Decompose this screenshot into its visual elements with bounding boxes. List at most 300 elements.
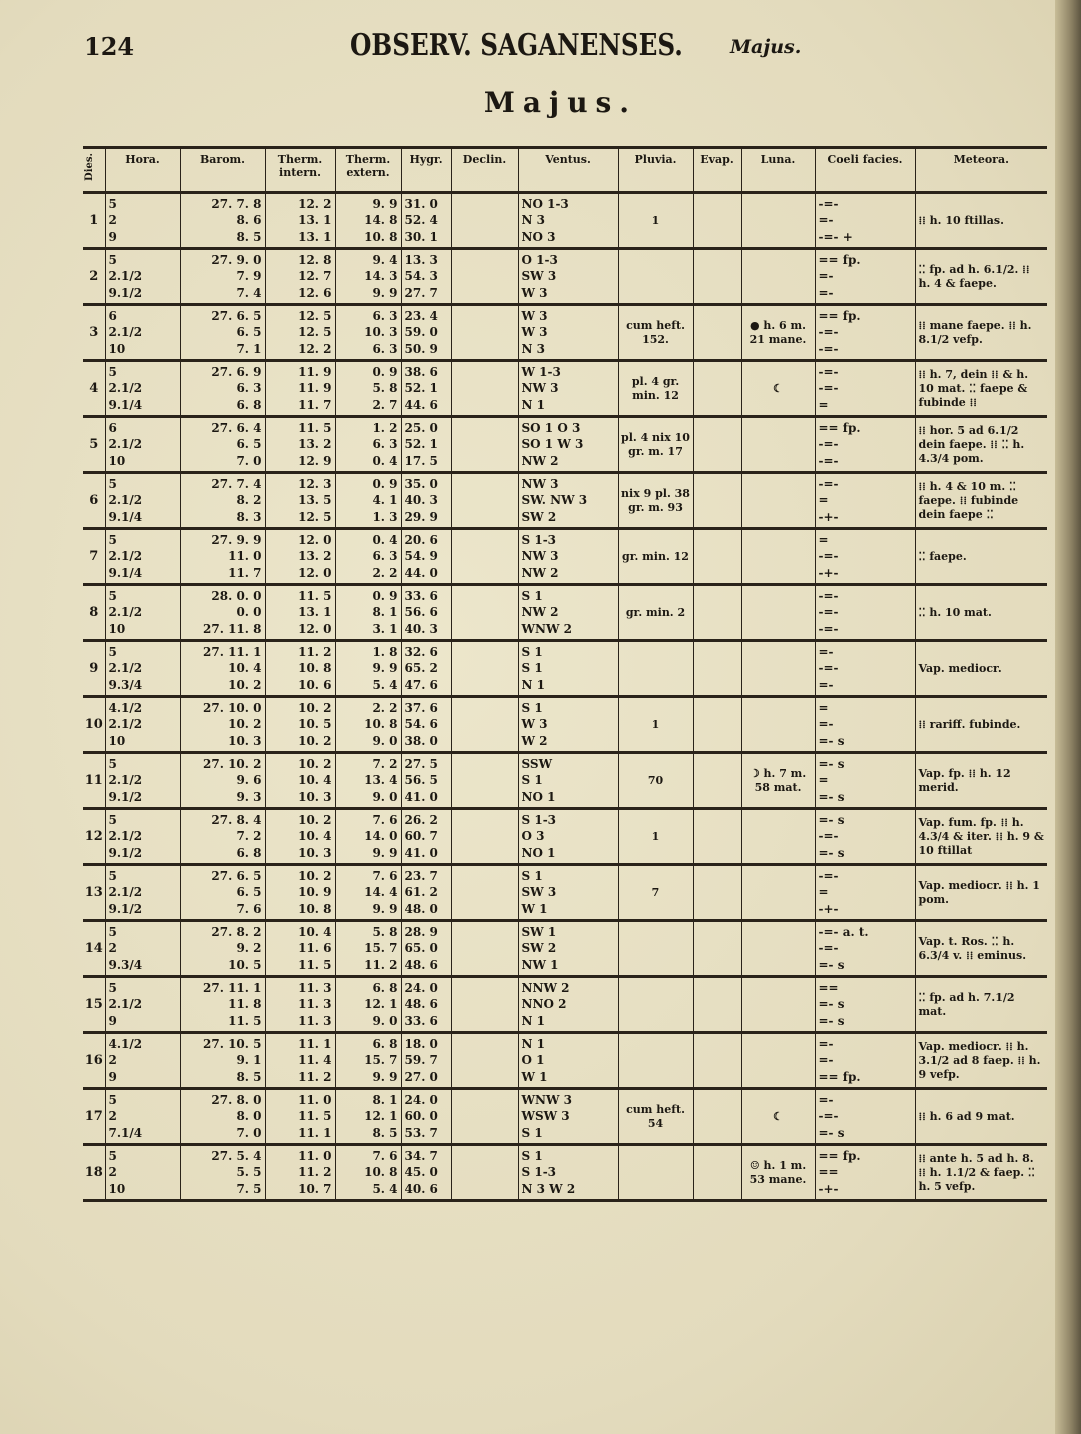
pluvia-value: nix 9 pl. 38 gr. m. 93 — [621, 486, 690, 514]
hora-lines — [106, 250, 180, 303]
ventus-cell — [518, 977, 618, 1033]
meteora-cell — [915, 1033, 1047, 1089]
luna-value — [742, 922, 815, 975]
meteora-cell — [915, 809, 1047, 865]
ventus: O 3 — [521, 829, 545, 844]
coeli-facies-cell — [815, 585, 915, 641]
hygr-lines — [402, 418, 451, 471]
table-row — [83, 753, 1047, 809]
coeli-facies: = — [818, 701, 829, 716]
therm-intern: 10. 2 — [298, 869, 332, 884]
pluvia-cell — [618, 641, 693, 697]
therm-extern-lines — [336, 1090, 401, 1143]
ventus: S 1 — [521, 773, 543, 788]
therm-extern-cell — [335, 921, 401, 977]
hygr-cell — [401, 585, 451, 641]
barom: 27. 10. 5 — [203, 1037, 262, 1052]
barom: 8. 6 — [236, 213, 262, 228]
declin-cell — [451, 753, 518, 809]
pluvia-value: cum heft. 54 — [626, 1102, 685, 1130]
coeli-facies-cell — [815, 529, 915, 585]
luna-value: ☾ — [773, 381, 783, 395]
coeli-facies: =- — [818, 269, 834, 284]
therm-extern: 1. 2 — [372, 421, 398, 436]
day-cell — [83, 361, 105, 417]
therm-intern: 10. 6 — [298, 677, 332, 692]
pluvia-value: 1 — [651, 829, 660, 843]
therm-extern: 11. 2 — [364, 957, 398, 972]
luna-value: ☾ — [773, 1109, 783, 1123]
meteora-cell — [915, 249, 1047, 305]
therm-intern: 12. 7 — [298, 269, 332, 284]
therm-intern: 11. 1 — [298, 1037, 332, 1052]
pluvia-cell — [618, 753, 693, 809]
hygr: 60. 7 — [404, 829, 438, 844]
barom-cell — [180, 473, 265, 529]
therm-extern: 14. 8 — [364, 213, 398, 228]
coeli-facies: = — [818, 885, 829, 900]
ventus: NO 1 — [521, 789, 556, 804]
ventus-lines — [519, 250, 618, 303]
therm-intern-lines — [266, 586, 335, 639]
barom-lines — [181, 978, 265, 1031]
hora: 2.1/2 — [108, 269, 143, 284]
therm-intern-cell — [265, 249, 335, 305]
hora-cell — [105, 977, 180, 1033]
coeli-facies: -=- — [818, 589, 839, 604]
evap-cell — [693, 641, 741, 697]
therm-intern-cell — [265, 361, 335, 417]
therm-intern-lines — [266, 418, 335, 471]
day-number: 16 — [84, 1053, 103, 1068]
hygr: 52. 1 — [404, 381, 438, 396]
evap-cell — [693, 1089, 741, 1145]
ventus-lines — [519, 810, 618, 863]
pluvia-cell — [618, 249, 693, 305]
luna-cell — [741, 977, 815, 1033]
hygr-cell — [401, 249, 451, 305]
hora: 2.1/2 — [108, 717, 143, 732]
barom: 9. 3 — [236, 789, 262, 804]
therm-extern: 1. 8 — [372, 645, 398, 660]
col-header-hora: Hora. — [105, 148, 180, 193]
hygr: 28. 9 — [404, 925, 438, 940]
hygr-lines — [402, 642, 451, 695]
barom-cell — [180, 529, 265, 585]
ventus-cell — [518, 921, 618, 977]
meteora-wrap — [916, 1146, 1048, 1199]
hora-lines — [106, 1090, 180, 1143]
meteora-cell — [915, 417, 1047, 473]
hygr-lines — [402, 922, 451, 975]
coeli-facies: =- — [818, 213, 834, 228]
luna-value — [742, 250, 815, 303]
hora: 9.1/4 — [108, 509, 143, 524]
therm-intern-cell — [265, 977, 335, 1033]
hygr: 61. 2 — [404, 885, 438, 900]
coeli-facies-lines — [816, 194, 915, 247]
hora-lines — [106, 362, 180, 415]
pluvia-value — [619, 1146, 693, 1199]
therm-intern: 11. 0 — [298, 1093, 332, 1108]
hora-lines — [106, 866, 180, 919]
barom: 10. 2 — [228, 677, 262, 692]
barom: 27. 6. 4 — [211, 421, 262, 436]
coeli-facies: -=- — [818, 621, 839, 636]
hygr: 52. 4 — [404, 213, 438, 228]
day-number: 9 — [89, 661, 99, 676]
hygr: 23. 4 — [404, 309, 438, 324]
ventus-cell — [518, 1145, 618, 1201]
ventus-cell — [518, 529, 618, 585]
therm-extern-cell — [335, 1089, 401, 1145]
hora-cell — [105, 417, 180, 473]
hora: 6 — [108, 421, 117, 436]
luna-value: ● h. 6 m. 21 mane. — [749, 318, 807, 346]
declin-cell — [451, 1145, 518, 1201]
therm-intern: 11. 5 — [298, 589, 332, 604]
ventus: W 2 — [521, 733, 548, 748]
therm-extern: 2. 2 — [372, 565, 398, 580]
hora: 2 — [108, 941, 117, 956]
ventus-lines — [519, 586, 618, 639]
hora-lines — [106, 530, 180, 583]
coeli-facies: == fp. — [818, 1069, 861, 1084]
meteora-wrap — [916, 250, 1048, 303]
ventus-lines — [519, 978, 618, 1031]
therm-extern: 9. 9 — [372, 661, 398, 676]
barom: 27. 6. 5 — [211, 869, 262, 884]
hygr: 50. 9 — [404, 341, 438, 356]
luna-value — [742, 474, 815, 527]
day-cell — [83, 473, 105, 529]
coeli-facies: =- s — [818, 757, 845, 772]
hora: 2 — [108, 1109, 117, 1124]
coeli-facies-lines — [816, 810, 915, 863]
coeli-facies: =- — [818, 645, 834, 660]
ventus: S 1 — [521, 645, 543, 660]
barom: 8. 2 — [236, 493, 262, 508]
ventus-lines — [519, 866, 618, 919]
hygr-cell — [401, 1033, 451, 1089]
therm-extern: 1. 3 — [372, 509, 398, 524]
ventus: S 1 — [521, 869, 543, 884]
therm-extern: 9. 4 — [372, 253, 398, 268]
barom-lines — [181, 250, 265, 303]
hygr: 40. 3 — [404, 493, 438, 508]
barom-cell — [180, 1145, 265, 1201]
coeli-facies: =- — [818, 1037, 834, 1052]
table-row — [83, 585, 1047, 641]
luna-cell — [741, 529, 815, 585]
hora: 9.1/2 — [108, 285, 143, 300]
therm-extern-lines — [336, 530, 401, 583]
barom-cell — [180, 1033, 265, 1089]
therm-intern: 12. 8 — [298, 253, 332, 268]
ventus-cell — [518, 641, 618, 697]
pluvia-value: 7 — [651, 885, 660, 899]
declin-cell — [451, 977, 518, 1033]
therm-extern-lines — [336, 418, 401, 471]
hora: 2.1/2 — [108, 437, 143, 452]
therm-extern: 6. 8 — [372, 1037, 398, 1052]
ventus: W 1-3 — [521, 365, 561, 380]
day-number: 10 — [84, 717, 103, 732]
hygr-cell — [401, 977, 451, 1033]
hora: 9.1/2 — [108, 789, 143, 804]
pluvia-cell — [618, 193, 693, 249]
table-row — [83, 1033, 1047, 1089]
therm-intern-lines — [266, 810, 335, 863]
therm-extern-lines — [336, 586, 401, 639]
therm-extern-cell — [335, 1033, 401, 1089]
barom-cell — [180, 249, 265, 305]
coeli-facies: == fp. — [818, 253, 861, 268]
coeli-facies: = — [818, 397, 829, 412]
barom-lines — [181, 642, 265, 695]
therm-intern-lines — [266, 306, 335, 359]
hora-lines — [106, 754, 180, 807]
col-header-meteora: Meteora. — [915, 148, 1047, 193]
therm-extern-lines — [336, 306, 401, 359]
coeli-facies: = — [818, 773, 829, 788]
hora: 9 — [108, 1069, 117, 1084]
luna-cell — [741, 641, 815, 697]
col-header-dies: Dies. — [83, 148, 105, 193]
hygr-lines — [402, 474, 451, 527]
therm-intern: 11. 2 — [298, 1069, 332, 1084]
therm-extern: 15. 7 — [364, 1053, 398, 1068]
barom: 7. 9 — [236, 269, 262, 284]
evap-cell — [693, 249, 741, 305]
therm-extern: 7. 6 — [372, 813, 398, 828]
therm-extern: 9. 9 — [372, 1069, 398, 1084]
barom-lines — [181, 418, 265, 471]
coeli-facies: == — [818, 1165, 839, 1180]
hygr: 44. 0 — [404, 565, 438, 580]
barom: 11. 7 — [228, 565, 262, 580]
therm-intern: 13. 5 — [298, 493, 332, 508]
luna-value — [742, 530, 815, 583]
therm-intern: 12. 2 — [298, 341, 332, 356]
barom: 27. 6. 5 — [211, 309, 262, 324]
luna-value — [742, 642, 815, 695]
ventus-lines — [519, 1034, 618, 1087]
ventus-lines — [519, 922, 618, 975]
pluvia-cell — [618, 417, 693, 473]
barom: 5. 5 — [236, 1165, 262, 1180]
hygr-cell — [401, 809, 451, 865]
hora: 5 — [108, 533, 117, 548]
day-number: 11 — [84, 773, 103, 788]
hora: 5 — [108, 1093, 117, 1108]
ventus-cell — [518, 697, 618, 753]
hora: 4.1/2 — [108, 1037, 143, 1052]
barom: 27. 8. 2 — [211, 925, 262, 940]
hora: 9.1/4 — [108, 565, 143, 580]
day-cell — [83, 641, 105, 697]
hygr-lines — [402, 1146, 451, 1199]
luna-value: ☽ h. 7 m. 58 mat. — [749, 766, 807, 794]
coeli-facies-cell — [815, 921, 915, 977]
luna-value — [742, 418, 815, 471]
hygr: 31. 0 — [404, 197, 438, 212]
therm-intern: 11. 3 — [298, 981, 332, 996]
evap-cell — [693, 977, 741, 1033]
hygr: 25. 0 — [404, 421, 438, 436]
therm-extern: 8. 1 — [372, 1093, 398, 1108]
hygr: 35. 0 — [404, 477, 438, 492]
luna-cell — [741, 921, 815, 977]
therm-intern: 10. 7 — [298, 1181, 332, 1196]
hora: 9.1/2 — [108, 845, 143, 860]
therm-extern: 12. 1 — [364, 997, 398, 1012]
table-row — [83, 473, 1047, 529]
coeli-facies: -+- — [818, 1181, 839, 1196]
hygr: 48. 6 — [404, 997, 438, 1012]
therm-extern-lines — [336, 362, 401, 415]
luna-value — [742, 1034, 815, 1087]
luna-value — [742, 810, 815, 863]
hora: 2.1/2 — [108, 773, 143, 788]
hora-cell — [105, 921, 180, 977]
barom-lines — [181, 362, 265, 415]
hygr-lines — [402, 754, 451, 807]
pluvia-cell — [618, 473, 693, 529]
therm-intern-lines — [266, 754, 335, 807]
hygr-lines — [402, 194, 451, 247]
meteora-cell — [915, 753, 1047, 809]
hygr-lines — [402, 698, 451, 751]
col-header-ventus: Ventus. — [518, 148, 618, 193]
ventus: NW 2 — [521, 453, 559, 468]
hora-cell — [105, 193, 180, 249]
hora: 9.1/2 — [108, 901, 143, 916]
therm-intern-cell — [265, 865, 335, 921]
ventus: SSW — [521, 757, 553, 772]
hygr-lines — [402, 866, 451, 919]
ventus: SO 1 W 3 — [521, 437, 584, 452]
coeli-facies-cell — [815, 697, 915, 753]
meteora-wrap — [916, 810, 1048, 863]
hygr-cell — [401, 1145, 451, 1201]
hygr: 54. 3 — [404, 269, 438, 284]
therm-extern: 14. 3 — [364, 269, 398, 284]
hora-cell — [105, 1033, 180, 1089]
barom: 7. 6 — [236, 901, 262, 916]
pluvia-value — [619, 642, 693, 695]
ventus-cell — [518, 1033, 618, 1089]
barom: 7. 5 — [236, 1181, 262, 1196]
meteora-value: Vap. fp. ⁞⁞ h. 12 merid. — [918, 766, 1011, 794]
hygr: 38. 0 — [404, 733, 438, 748]
therm-intern-lines — [266, 530, 335, 583]
barom: 7. 4 — [236, 285, 262, 300]
hygr-lines — [402, 1034, 451, 1087]
therm-intern: 11. 0 — [298, 1149, 332, 1164]
hygr: 33. 6 — [404, 589, 438, 604]
luna-cell — [741, 753, 815, 809]
barom-cell — [180, 305, 265, 361]
ventus-cell — [518, 193, 618, 249]
therm-extern: 9. 0 — [372, 789, 398, 804]
hygr: 29. 9 — [404, 509, 438, 524]
hygr-cell — [401, 417, 451, 473]
hora: 2.1/2 — [108, 997, 143, 1012]
table-row — [83, 1145, 1047, 1201]
hora: 6 — [108, 309, 117, 324]
coeli-facies-cell — [815, 977, 915, 1033]
hora: 2.1/2 — [108, 325, 143, 340]
hygr: 53. 7 — [404, 1125, 438, 1140]
therm-intern: 10. 2 — [298, 701, 332, 716]
therm-extern: 0. 4 — [372, 533, 398, 548]
therm-extern: 8. 1 — [372, 605, 398, 620]
meteora-value: ⁞⁞ mane faepe. ⁞⁞ h. 8.1/2 vefp. — [918, 318, 1032, 346]
therm-intern: 13. 1 — [298, 605, 332, 620]
day-number: 18 — [84, 1165, 103, 1180]
ventus-lines — [519, 1146, 618, 1199]
day-cell — [83, 921, 105, 977]
barom-lines — [181, 810, 265, 863]
ventus: SW 2 — [521, 509, 557, 524]
hygr: 56. 5 — [404, 773, 438, 788]
barom: 6. 8 — [236, 845, 262, 860]
ventus: W 3 — [521, 309, 548, 324]
ventus-cell — [518, 809, 618, 865]
hora: 5 — [108, 925, 117, 940]
ventus-lines — [519, 698, 618, 751]
coeli-facies: =- — [818, 1053, 834, 1068]
pluvia-cell — [618, 865, 693, 921]
hora-lines — [106, 586, 180, 639]
meteora-value: ⁚⁚ h. 10 mat. — [918, 605, 992, 619]
barom-cell — [180, 361, 265, 417]
hora: 9.1/4 — [108, 397, 143, 412]
day-cell — [83, 417, 105, 473]
day-number: 4 — [89, 381, 99, 396]
meteora-wrap — [916, 306, 1048, 359]
hora: 10 — [108, 621, 126, 636]
barom-lines — [181, 306, 265, 359]
therm-intern: 13. 2 — [298, 437, 332, 452]
therm-intern: 11. 5 — [298, 957, 332, 972]
hora-cell — [105, 529, 180, 585]
therm-intern-lines — [266, 1146, 335, 1199]
therm-intern: 12. 5 — [298, 325, 332, 340]
hora: 9.3/4 — [108, 677, 143, 692]
coeli-facies: =- s — [818, 789, 845, 804]
meteora-value: ⁞⁞ h. 6 ad 9 mat. — [918, 1109, 1015, 1123]
hygr: 65. 2 — [404, 661, 438, 676]
therm-extern: 0. 9 — [372, 589, 398, 604]
therm-extern-cell — [335, 417, 401, 473]
coeli-facies-lines — [816, 418, 915, 471]
month-title: Majus. — [483, 86, 638, 119]
coeli-facies: == fp. — [818, 421, 861, 436]
barom-cell — [180, 193, 265, 249]
therm-extern: 5. 4 — [372, 1181, 398, 1196]
therm-intern-lines — [266, 250, 335, 303]
ventus: NW 3 — [521, 549, 559, 564]
hygr: 41. 0 — [404, 789, 438, 804]
barom-lines — [181, 866, 265, 919]
hygr: 13. 3 — [404, 253, 438, 268]
barom: 27. 10. 0 — [203, 701, 262, 716]
hygr: 65. 0 — [404, 941, 438, 956]
meteora-cell — [915, 921, 1047, 977]
therm-extern-cell — [335, 585, 401, 641]
